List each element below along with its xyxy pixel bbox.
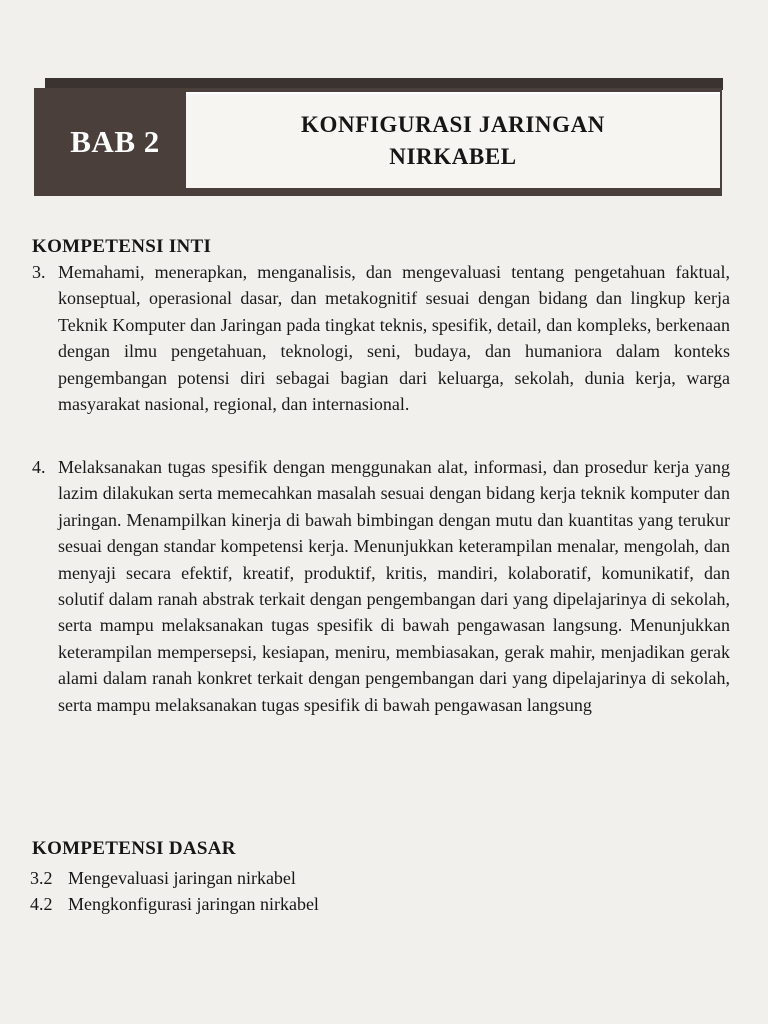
- item-number: 4.: [32, 457, 46, 477]
- list-item: [30, 891, 530, 917]
- chapter-header: [34, 88, 722, 196]
- kompetensi-inti-item-3: [32, 259, 730, 417]
- item-number: 3.: [32, 262, 46, 282]
- kompetensi-dasar-heading: KOMPETENSI DASAR: [32, 838, 236, 859]
- kd-number: 3.2: [30, 868, 53, 888]
- kompetensi-inti-heading: KOMPETENSI INTI: [32, 236, 212, 257]
- kd-text: Mengevaluasi jaringan nirkabel: [68, 868, 296, 888]
- list-item: [30, 865, 530, 891]
- chapter-label: BAB 2: [70, 124, 160, 159]
- kd-text: Mengkonfigurasi jaringan nirkabel: [68, 894, 319, 914]
- item-text: Memahami, menerapkan, menganalisis, dan mengevaluasi tentang pengetahuan faktual, konseptual, operasional dasar, dan metakognitif sesuai dengan bidang dan lingkup kerja Teknik Komputer dan Jaringan pada tingkat teknis, spesifik, detail, dan kompleks, berkenaan dengan ilmu pengetahuan, teknologi, seni, budaya, dan humaniora dalam konteks pengembangan potensi diri sebagai bagian dari keluarga, sekolah, dunia kerja, warga masyarakat nasional, regional, dan internasional.: [58, 262, 730, 415]
- kompetensi-inti-item-4: [32, 454, 730, 718]
- chapter-title-box: [186, 92, 720, 188]
- chapter-title-line1: KONFIGURASI JARINGAN: [301, 112, 605, 137]
- kd-number: 4.2: [30, 894, 53, 914]
- kompetensi-dasar-list: [30, 865, 530, 917]
- item-text: Melaksanakan tugas spesifik dengan menggunakan alat, informasi, dan prosedur kerja yang lazim dilakukan serta memecahkan masalah sesuai dengan bidang kerja teknik komputer dan jaringan. Menampilkan kinerja di bawah bimbingan dengan mutu dan kuantitas yang terukur sesuai dengan standar kompetensi kerja. Menunjukkan keterampilan menalar, mengolah, dan menyaji secara efektif, kreatif, produktif, kritis, mandiri, kolaboratif, komunikatif, dan solutif dalam ranah abstrak terkait dengan pengembangan dari yang dipelajarinya di sekolah, serta mampu melaksanakan tugas spesifik di bawah pengawasan langsung. Menunjukkan keterampilan mempersepsi, kesiapan, meniru, membiasakan, gerak mahir, menjadikan gerak alami dalam ranah konkret terkait dengan pengembangan dari yang dipelajarinya di sekolah, serta mampu melaksanakan tugas spesifik di bawah pengawasan langsung: [58, 457, 730, 715]
- chapter-title-line2: NIRKABEL: [389, 144, 517, 169]
